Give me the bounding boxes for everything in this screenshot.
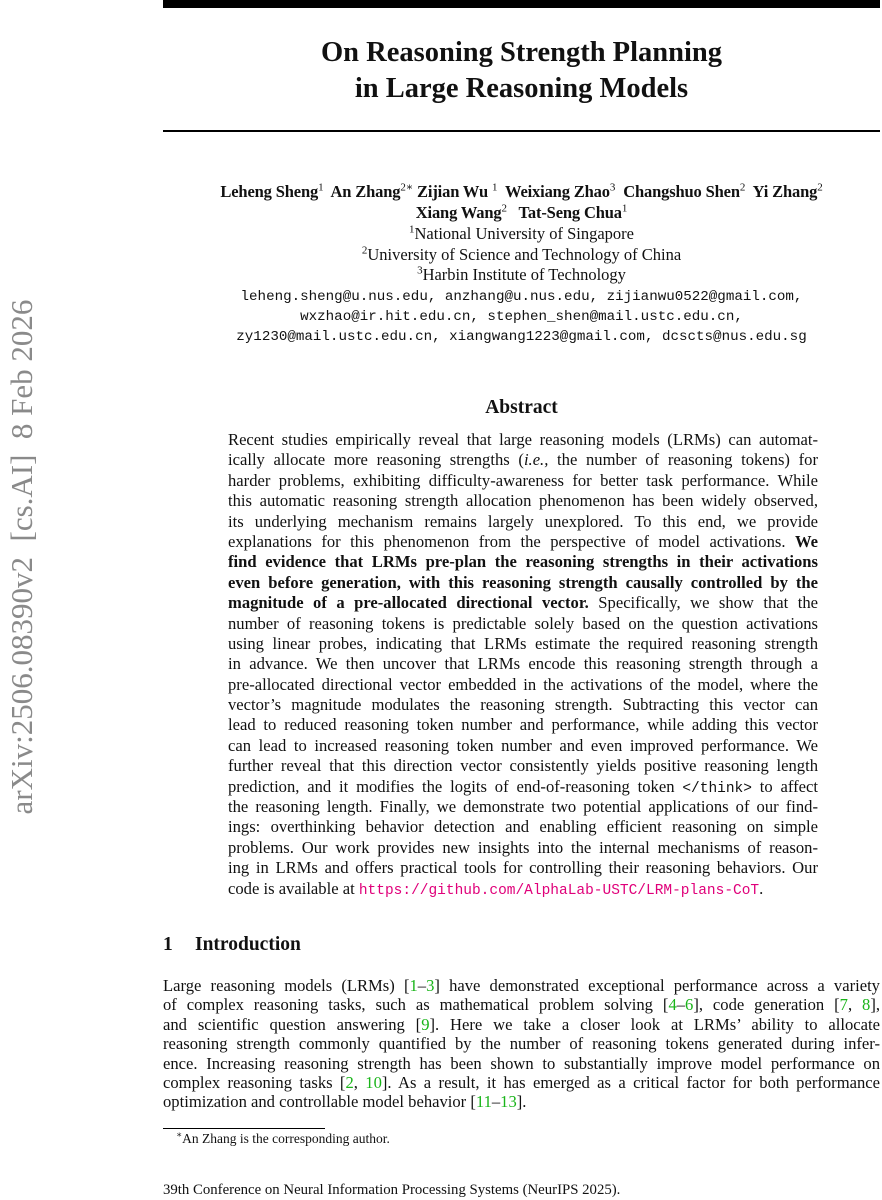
citation-link[interactable]: 3 bbox=[426, 976, 435, 995]
code-url-link[interactable]: https://github.com/AlphaLab-USTC/LRM-plans-CoT bbox=[358, 882, 760, 899]
author: Tat-Seng Chua$^1$ bbox=[518, 202, 628, 222]
citation-link[interactable]: 7 bbox=[839, 995, 848, 1015]
text-span: number of reasoning tokens is predictable solely based on the question activations bbox=[228, 613, 818, 633]
text-line bbox=[228, 573, 818, 593]
citation-link[interactable]: 4 bbox=[668, 995, 677, 1015]
text-line bbox=[163, 1034, 880, 1053]
text-line bbox=[163, 995, 880, 1014]
text-line bbox=[228, 695, 818, 715]
text-span: – bbox=[491, 1092, 501, 1112]
footnote: ∗An Zhang is the corresponding author. bbox=[176, 1129, 390, 1146]
text-line bbox=[228, 471, 818, 491]
text-span: code is available at bbox=[228, 878, 359, 898]
arxiv-stamp: arXiv:2506.08390v2 [cs.AI] 8 Feb 2026 bbox=[4, 299, 39, 815]
text-span: further reveal that this direction vector consistently yields positive reasoning length bbox=[228, 756, 818, 776]
text-span: vector’s magnitude modulates the reasoning strength. Subtracting this vector can bbox=[228, 695, 818, 715]
text-span: explanations for this phenomenon from the perspective of model activations. bbox=[228, 531, 795, 551]
footnote-rule bbox=[163, 1128, 325, 1129]
text-line bbox=[228, 552, 818, 572]
text-span: lead to reduced reasoning token number and performance, while adding this vector bbox=[228, 715, 818, 735]
text-line bbox=[228, 450, 818, 470]
citation-link[interactable]: 10 bbox=[365, 1072, 382, 1092]
text-span: – bbox=[417, 976, 427, 995]
text-line bbox=[228, 838, 818, 858]
text-span: optimization and controllable model behavior [ bbox=[163, 1092, 476, 1112]
text-span: pre-allocated directional vector embedded in the activations of the model, where the bbox=[228, 674, 818, 694]
text-line bbox=[163, 1073, 880, 1092]
email-line: leheng.sheng@u.nus.edu, anzhang@u.nus.edu, zijianwu0522@gmail.com, bbox=[240, 289, 803, 305]
author: Zijian Wu $^1$ bbox=[417, 181, 498, 201]
text-span: in advance. We then uncover that LRMs encode this reasoning strength through a bbox=[228, 654, 818, 674]
text-span: can lead to increased reasoning token number and even improved performance. We bbox=[228, 735, 818, 755]
text-line bbox=[228, 614, 818, 634]
text-line bbox=[163, 1054, 880, 1073]
text-line bbox=[163, 1015, 880, 1034]
text-span: ings: overthinking behavior detection and enabling efficient reasoning on simple bbox=[228, 817, 818, 837]
author: An Zhang$^{2∗}$ bbox=[330, 181, 414, 201]
text-line bbox=[228, 654, 818, 674]
text-line bbox=[228, 756, 818, 776]
email-line: zy1230@mail.ustc.edu.cn, xiangwang1223@gmail.com, dcscts@nus.edu.sg bbox=[236, 329, 807, 345]
text-span: ], code generation [ bbox=[693, 995, 840, 1015]
abstract-heading: Abstract bbox=[485, 397, 558, 418]
affiliation: $^1$National University of Singapore bbox=[409, 223, 634, 243]
text-span: , bbox=[353, 1072, 366, 1092]
text-span: its underlying mechanism remains largely unexplored. To this end, we provide bbox=[228, 511, 818, 531]
text-span: Large reasoning models (LRMs) [ bbox=[163, 976, 410, 995]
top-rule bbox=[163, 0, 880, 8]
text-span: ]. Here we take a closer look at LRMs’ ability to allocate bbox=[429, 1014, 880, 1034]
text-span: ing in LRMs and offers practical tools for controlling their reasoning behaviors. Our bbox=[228, 858, 818, 878]
author: Leheng Sheng$^1$ bbox=[220, 181, 324, 201]
text-span: even before generation, with this reasoning strength causally controlled by the bbox=[228, 572, 818, 592]
text-span: find evidence that LRMs pre-plan the reasoning strengths in their activations bbox=[228, 552, 818, 572]
text-span: We bbox=[794, 531, 818, 551]
conference-notice: 39th Conference on Neural Information Processing Systems (NeurIPS 2025). bbox=[163, 1182, 621, 1198]
text-line bbox=[228, 797, 818, 817]
affiliation: $^2$University of Science and Technology of China bbox=[361, 244, 682, 264]
email-line: wxzhao@ir.hit.edu.cn, stephen_shen@mail.ustc.edu.cn, bbox=[300, 309, 743, 325]
author-list bbox=[163, 181, 880, 223]
text-line bbox=[228, 777, 818, 797]
text-line bbox=[163, 1092, 880, 1111]
text-line bbox=[228, 736, 818, 756]
title-line-1: On Reasoning Strength Planning bbox=[321, 37, 722, 68]
text-span: the reasoning length. Finally, we demonstrate two potential applications of our find- bbox=[228, 797, 818, 817]
citation-link[interactable]: 13 bbox=[500, 1092, 517, 1112]
text-span: Specifically, we show that the bbox=[588, 593, 818, 613]
text-line bbox=[228, 491, 818, 511]
text-line bbox=[228, 817, 818, 837]
author: Weixiang Zhao$^3$ bbox=[505, 181, 616, 201]
text-span: prediction, and it modifies the logits of end-of-reasoning token bbox=[228, 776, 683, 796]
text-span: of complex reasoning tasks, such as mathematical problem solving [ bbox=[163, 995, 669, 1015]
text-line bbox=[163, 976, 880, 995]
text-span: i.e., bbox=[523, 450, 549, 470]
citation-link[interactable]: 11 bbox=[475, 1092, 492, 1112]
text-span: . bbox=[759, 878, 764, 898]
text-span: ]. bbox=[516, 1092, 527, 1112]
text-span: to affect bbox=[751, 776, 818, 796]
introduction-body bbox=[163, 976, 880, 1112]
citation-link[interactable]: 8 bbox=[862, 995, 871, 1015]
text-span: problems. Our work provides new insights into the internal mechanisms of reason- bbox=[228, 837, 818, 857]
text-span: harder problems, exhibiting difficulty-awareness for better task performance. While bbox=[228, 470, 818, 490]
title-line-2: in Large Reasoning Models bbox=[354, 73, 689, 104]
citation-link[interactable]: 9 bbox=[421, 1014, 430, 1034]
author: Yi Zhang$^2$ bbox=[752, 181, 823, 201]
text-line bbox=[228, 675, 818, 695]
text-line bbox=[228, 858, 818, 878]
text-span: – bbox=[676, 995, 686, 1015]
text-line bbox=[228, 715, 818, 735]
text-span: and scientific question answering [ bbox=[163, 1014, 422, 1034]
text-span: ] have demonstrated exceptional performance across a variety bbox=[434, 976, 880, 995]
text-span: ically allocate more reasoning strengths ( bbox=[228, 450, 524, 470]
citation-link[interactable]: 2 bbox=[345, 1072, 354, 1092]
affiliations bbox=[163, 224, 880, 286]
citation-link[interactable]: 6 bbox=[685, 995, 694, 1015]
text-line bbox=[228, 879, 818, 899]
author: Changshuo Shen$^2$ bbox=[623, 181, 746, 201]
text-span: ]. As a result, it has emerged as a critical factor for both performance bbox=[381, 1072, 881, 1092]
text-span: complex reasoning tasks [ bbox=[163, 1072, 346, 1092]
text-span: ], bbox=[870, 995, 881, 1015]
citation-link[interactable]: 1 bbox=[409, 976, 418, 995]
text-span: Recent studies empirically reveal that large reasoning models (LRMs) can automat- bbox=[228, 430, 818, 449]
text-line bbox=[228, 430, 818, 450]
text-span: using linear probes, indicating that LRMs estimate the required reasoning strength bbox=[228, 633, 818, 653]
title-rule bbox=[163, 130, 880, 132]
paper-title bbox=[163, 35, 880, 107]
text-line bbox=[228, 634, 818, 654]
text-line bbox=[228, 593, 818, 613]
text-line bbox=[228, 532, 818, 552]
section-heading-introduction: 1 Introduction bbox=[163, 934, 301, 955]
text-span: reasoning strength commonly quantified by the number of reasoning tokens generated during infer- bbox=[163, 1034, 880, 1054]
abstract-body bbox=[228, 430, 818, 899]
text-line bbox=[228, 512, 818, 532]
text-span: magnitude of a pre-allocated directional vector. bbox=[228, 593, 589, 613]
text-span: , bbox=[847, 995, 863, 1015]
author: Xiang Wang$^2$ bbox=[415, 202, 507, 222]
text-span: </think> bbox=[682, 780, 752, 797]
text-span: ence. Increasing reasoning strength has been shown to substantially improve model performance on bbox=[163, 1053, 880, 1073]
text-span: this automatic reasoning strength allocation phenomenon has been widely observed, bbox=[228, 491, 818, 511]
text-span: the number of reasoning tokens) for bbox=[548, 450, 818, 470]
author-emails bbox=[163, 287, 880, 347]
affiliation: $^3$Harbin Institute of Technology bbox=[417, 264, 626, 284]
